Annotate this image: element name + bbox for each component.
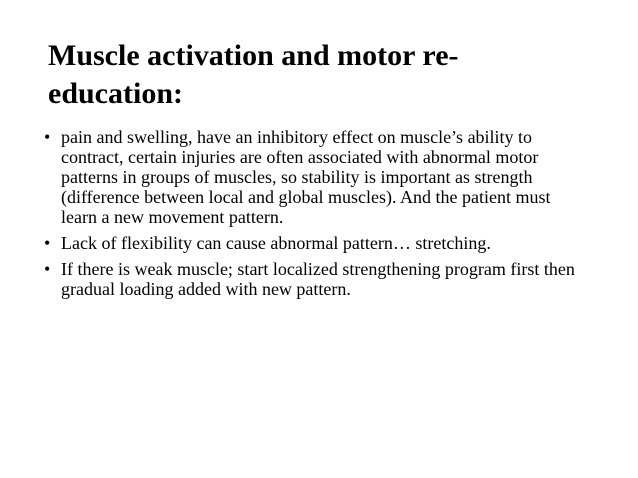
bullet-item [44, 127, 584, 227]
bullet-text: Lack of flexibility can cause abnormal pattern… stretching. [61, 233, 491, 253]
bullet-icon: • [44, 127, 51, 147]
bullet-item [44, 259, 584, 299]
slide-title: Muscle activation and motor re-education: [48, 39, 459, 110]
bullet-text: pain and swelling, have an inhibitory effect on muscle’s ability to contract, certain injuries are often associated with abnormal motor patterns in groups of muscles, so stability is important as strength (difference between local and global muscles). And the patient must learn a new movement pattern. [61, 127, 551, 227]
bullet-icon: • [44, 259, 51, 279]
bullet-icon: • [44, 233, 51, 253]
bullet-list [44, 127, 584, 305]
bullet-text: If there is weak muscle; start localized strengthening program first then gradual loading added with new pattern. [61, 259, 575, 299]
bullet-item [44, 233, 584, 253]
